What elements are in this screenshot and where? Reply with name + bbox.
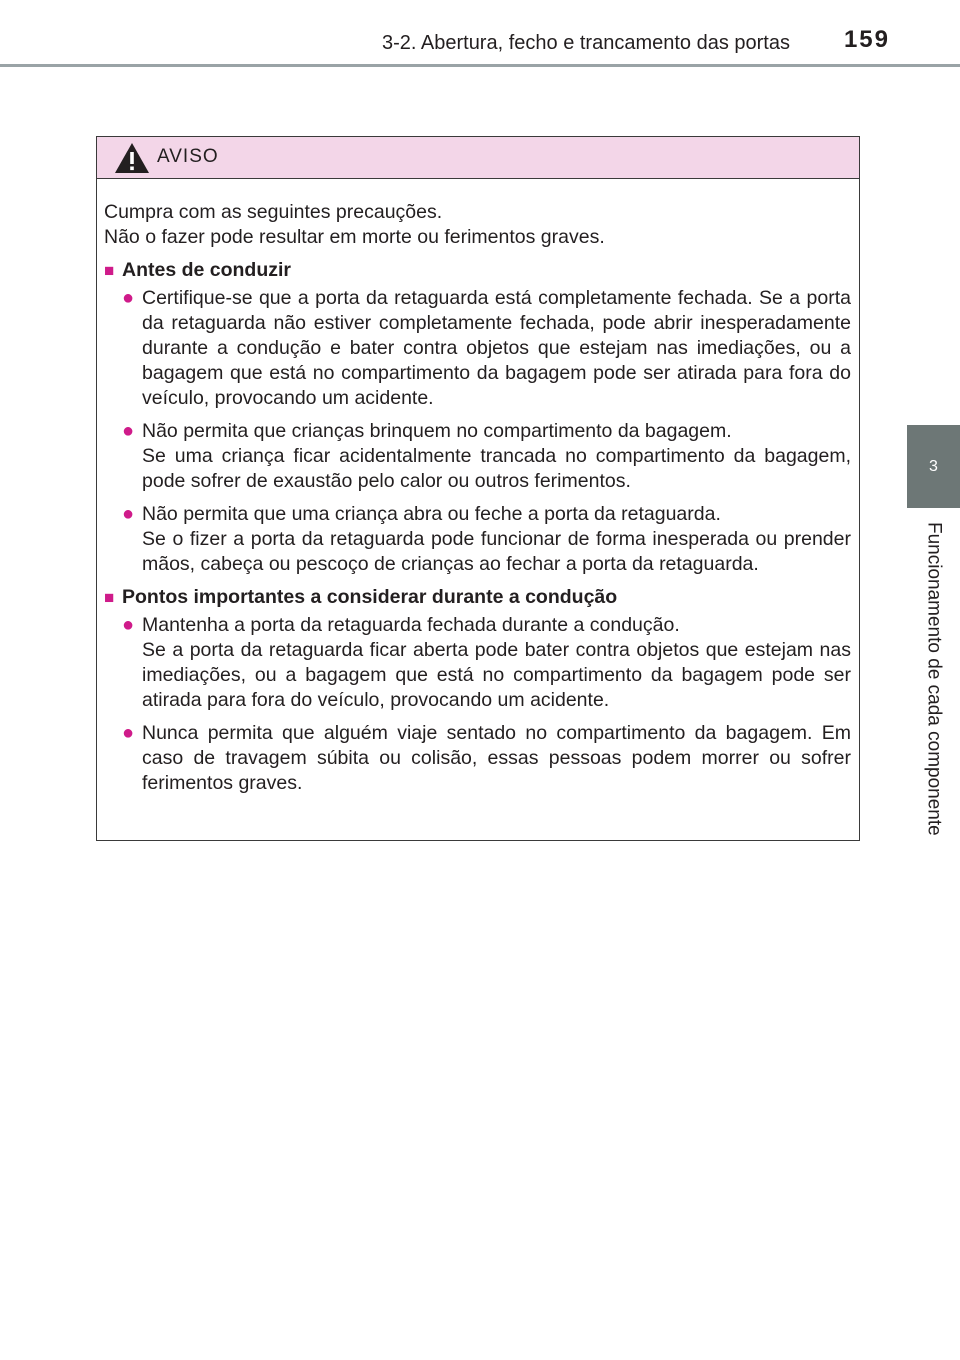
intro-line: Cumpra com as seguintes precauções. — [104, 201, 443, 223]
list-item — [104, 286, 851, 411]
warning-intro — [104, 200, 851, 250]
bullet-text: Se uma criança ficar acidentalmente trancada no compartimento da bagagem, pode sofrer de exaustão pelo calor ou outros ferimentos. — [142, 445, 851, 492]
chapter-label-area — [907, 508, 960, 863]
round-bullet-icon: ● — [122, 420, 135, 442]
section-heading — [104, 258, 851, 283]
warning-title: AVISO — [157, 146, 219, 167]
bullet-text: Não permita que uma criança abra ou feche a porta da retaguarda. — [142, 503, 721, 525]
chapter-number: 3 — [929, 457, 938, 475]
bullet-text: Não permita que crianças brinquem no compartimento da bagagem. — [142, 420, 732, 442]
round-bullet-icon: ● — [122, 722, 135, 744]
section-heading-text: Antes de conduzir — [122, 259, 292, 281]
section-heading — [104, 585, 851, 610]
bullet-text: Nunca permita que alguém viaje sentado no compartimento da bagagem. Em caso de travagem súbita ou colisão, essas pessoas podem morrer ou sofrer ferimentos graves. — [142, 722, 851, 794]
page-number: 159 — [843, 26, 890, 53]
round-bullet-icon: ● — [122, 614, 135, 636]
list-item — [104, 419, 851, 494]
list-item — [104, 721, 851, 796]
intro-line: Não o fazer pode resultar em morte ou ferimentos graves. — [104, 226, 605, 248]
round-bullet-icon: ● — [122, 287, 135, 309]
header-section-title: 3-2. Abertura, fecho e trancamento das portas — [381, 32, 790, 54]
warning-triangle-icon — [113, 141, 151, 175]
chapter-label: Funcionamento de cada componente — [923, 522, 945, 836]
bullet-text: Se o fizer a porta da retaguarda pode funcionar de forma inesperada ou prender mãos, cabeça ou pescoço de crianças ao fechar a porta da retaguarda. — [142, 528, 851, 575]
round-bullet-icon: ● — [122, 503, 135, 525]
header-divider — [0, 64, 960, 67]
list-item — [104, 502, 851, 577]
warning-header — [97, 137, 859, 179]
square-bullet-icon: ■ — [104, 261, 115, 280]
chapter-tab[interactable] — [907, 425, 960, 508]
warning-box — [96, 136, 860, 841]
section-driving-points — [104, 585, 851, 796]
list-item — [104, 613, 851, 713]
bullet-text: Certifique-se que a porta da retaguarda está completamente fechada. Se a porta da retaguarda não estiver completamente fechada, pode abrir inesperadamente durante a condução e bater contra objetos que estejam nas imediações, ou a bagagem que está no compartimento da bagagem pode ser atirada para fora do veículo, provocando um acidente. — [142, 287, 851, 409]
square-bullet-icon: ■ — [104, 588, 115, 607]
section-before-driving — [104, 258, 851, 577]
warning-body — [97, 179, 859, 796]
section-heading-text: Pontos importantes a considerar durante a condução — [122, 586, 618, 608]
bullet-text: Mantenha a porta da retaguarda fechada durante a condução. — [142, 614, 680, 636]
bullet-text: Se a porta da retaguarda ficar aberta pode bater contra objetos que estejam nas imediações, ou a bagagem que está no compartimento da bagagem pode ser atirada para fora do veículo, provocando um acidente. — [142, 639, 851, 711]
